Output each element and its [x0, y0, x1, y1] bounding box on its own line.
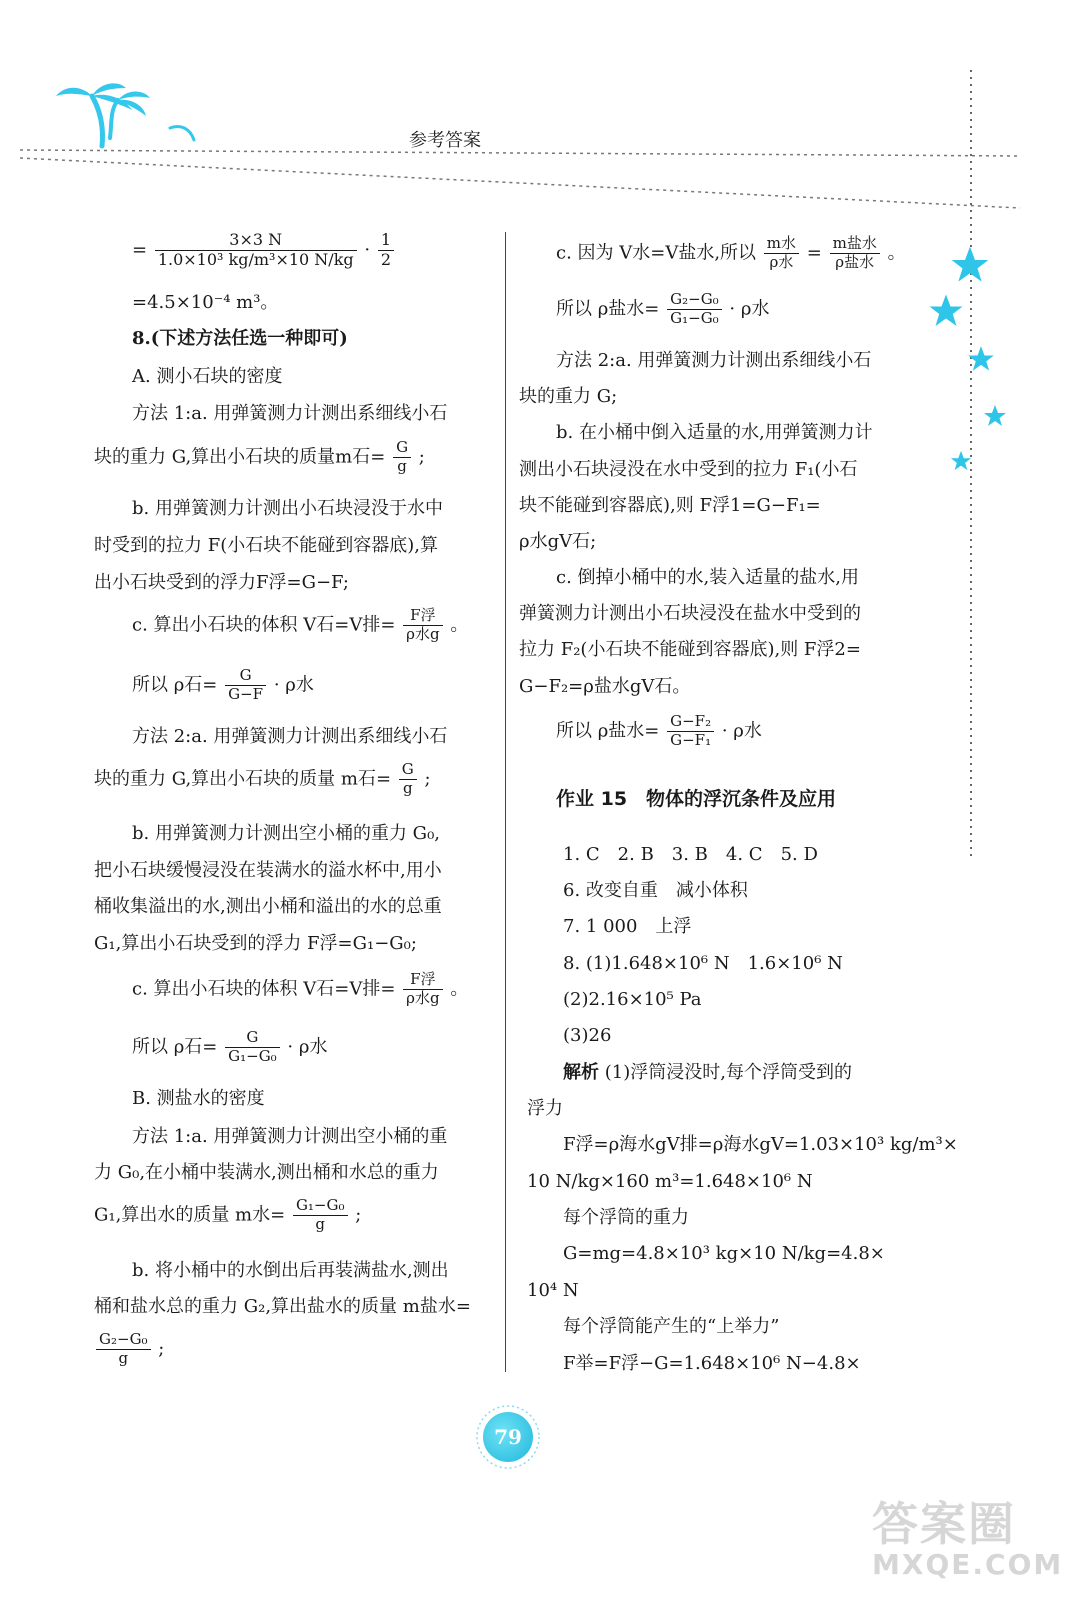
text-segment: ;: [158, 1338, 165, 1360]
page-badge-ring: [475, 1404, 541, 1470]
text-line: 每个浮筒能产生的“上举力”: [563, 1316, 780, 1337]
text-line: 每个浮筒的重力: [563, 1207, 689, 1228]
text-line: F举=F浮−G=1.648×10⁶ N−4.8×: [563, 1353, 861, 1374]
fraction: [830, 236, 880, 271]
eq1-half-den: 2: [380, 249, 392, 269]
watermark-logo: 答案圈: [872, 1497, 1016, 1551]
text-line: 10⁴ N: [527, 1280, 579, 1301]
fraction-num: G₁−G₀: [293, 1198, 348, 1216]
text-line: 出小石块受到的浮力F浮=G−F;: [94, 572, 349, 593]
eq1-mid: ·: [364, 239, 371, 261]
fraction: [667, 292, 722, 327]
text-segment: ;: [424, 768, 431, 790]
text-line: 力 G₀,在小桶中装满水,测出桶和水总的重力: [94, 1162, 439, 1183]
fraction-den: g: [397, 456, 407, 475]
text-line: G₁,算出小石块受到的浮力 F浮=G₁−G₀;: [94, 933, 417, 954]
fraction: [96, 1332, 151, 1367]
text-line: 方法 1:a. 用弹簧测力计测出系细线小石: [132, 403, 448, 424]
text-line: G−F₂=ρ盐水gV石。: [519, 676, 691, 697]
text-segment: 块的重力 G,算出小石块的质量m石=: [94, 446, 386, 468]
text-line-fraction: [94, 440, 425, 475]
equation-line-1: [132, 232, 396, 269]
text-segment: 。: [450, 614, 469, 636]
answer-line: 1. C 2. B 3. B 4. C 5. D: [563, 844, 818, 865]
fraction: [403, 972, 442, 1007]
fraction-num: G: [225, 668, 266, 686]
text-line: 块的重力 G;: [519, 386, 618, 407]
fraction-num: m盐水: [830, 236, 880, 254]
eq1-prefix: =: [132, 239, 148, 261]
text-segment: G₁,算出水的质量 m水=: [94, 1204, 286, 1226]
star-icon: [950, 245, 990, 285]
eq1-den: 1.0×10³ kg/m³×10 N/kg: [157, 249, 354, 269]
text-segment: 所以 ρ石=: [132, 674, 218, 696]
analysis-label: 解析: [563, 1062, 599, 1083]
section-title: 作业 15 物体的浮沉条件及应用: [556, 788, 837, 810]
text-segment: =: [806, 242, 822, 264]
text-segment: c. 算出小石块的体积 V石=V排=: [132, 614, 396, 636]
answer-line: (3)26: [563, 1025, 612, 1046]
text-line: c. 倒掉小桶中的水,装入适量的盐水,用: [556, 567, 859, 588]
text-line: ρ水gV石;: [519, 531, 597, 552]
text-segment: 。: [450, 978, 469, 1000]
page-number: 79: [483, 1412, 533, 1462]
fraction-num: G−F₂: [667, 714, 714, 732]
fraction: [399, 762, 417, 797]
fraction-den: G−F₁: [670, 730, 712, 749]
text-line: 拉力 F₂(小石块不能碰到容器底),则 F浮2=: [519, 639, 861, 660]
text-line: b. 将小桶中的水倒出后再装满盐水,测出: [132, 1260, 449, 1281]
fraction-num: G₂−G₀: [667, 292, 722, 310]
text-line: 方法 2:a. 用弹簧测力计测出系细线小石: [132, 726, 448, 747]
header-divider: [20, 140, 1030, 210]
fraction-den: ρ水: [769, 252, 794, 271]
text-line: 测出小石块浸没在水中受到的拉力 F₁(小石: [519, 459, 858, 480]
header-title: 参考答案: [409, 130, 481, 151]
fraction: [393, 440, 411, 475]
fraction: [403, 608, 442, 643]
text-segment: · ρ水: [273, 674, 314, 696]
fraction-num: G₂−G₀: [96, 1332, 151, 1350]
eq1-half: [378, 232, 394, 269]
fraction-den: G₁−G₀: [670, 308, 719, 327]
text-line: b. 用弹簧测力计测出小石块浸没于水中: [132, 498, 443, 519]
text-line: 桶和盐水总的重力 G₂,算出盐水的质量 m盐水=: [94, 1296, 471, 1317]
fraction-num: F浮: [403, 608, 442, 626]
text-line: 桶收集溢出的水,测出小桶和溢出的水的总重: [94, 896, 442, 917]
fraction: [225, 668, 266, 703]
answer-line: 8. (1)1.648×10⁶ N 1.6×10⁶ N: [563, 953, 843, 974]
text-segment: 块的重力 G,算出小石块的质量 m石=: [94, 768, 392, 790]
text-line: 方法 2:a. 用弹簧测力计测出系细线小石: [556, 350, 872, 371]
text-line: 弹簧测力计测出小石块浸没在盐水中受到的: [519, 603, 861, 624]
text-segment: 所以 ρ石=: [132, 1036, 218, 1058]
fraction-num: G: [393, 440, 411, 458]
text-line: F浮=ρ海水gV排=ρ海水gV=1.03×10³ kg/m³×: [563, 1134, 958, 1155]
text-segment: c. 算出小石块的体积 V石=V排=: [132, 978, 396, 1000]
text-line: 块不能碰到容器底),则 F浮1=G−F₁=: [519, 495, 821, 516]
text-line-fraction: [132, 972, 468, 1007]
text-segment: ;: [418, 446, 425, 468]
answer-line: 6. 改变自重 减小体积: [563, 880, 748, 901]
text-line-fraction: [556, 236, 906, 271]
text-segment: c. 因为 V水=V盐水,所以: [556, 242, 757, 264]
section-a: A. 测小石块的密度: [132, 366, 283, 387]
fraction-den: G₁−G₀: [228, 1046, 277, 1065]
text-segment: · ρ水: [729, 298, 770, 320]
answer-line: (2)2.16×10⁵ Pa: [563, 989, 702, 1010]
eq1-num: 3×3 N: [155, 232, 357, 251]
text-line: 10 N/kg×160 m³=1.648×10⁶ N: [527, 1171, 813, 1192]
star-icon: [928, 293, 964, 329]
text-line: 方法 1:a. 用弹簧测力计测出空小桶的重: [132, 1126, 448, 1147]
text-segment: (1)浮筒浸没时,每个浮筒受到的: [599, 1062, 852, 1083]
section-b: B. 测盐水的密度: [132, 1088, 265, 1109]
result-line: [132, 668, 314, 703]
star-icon: [967, 345, 995, 373]
text-line: b. 在小桶中倒入适量的水,用弹簧测力计: [556, 422, 873, 443]
text-segment: 所以 ρ盐水=: [556, 720, 660, 742]
fraction-num: G: [225, 1030, 280, 1048]
star-icon: [950, 450, 972, 472]
fraction: [225, 1030, 280, 1065]
fraction-num: G: [399, 762, 417, 780]
eq1-fraction: [155, 232, 357, 269]
text-segment: ;: [355, 1204, 362, 1226]
fraction-den: ρ水g: [406, 624, 440, 643]
result-line: [132, 1030, 327, 1065]
fraction-den: ρ盐水: [835, 252, 875, 271]
text-segment: 所以 ρ盐水=: [556, 298, 660, 320]
analysis-line: [563, 1064, 852, 1082]
column-divider: [505, 232, 506, 1372]
text-line: 浮力: [527, 1098, 563, 1119]
fraction: [667, 714, 714, 749]
text-line: b. 用弹簧测力计测出空小桶的重力 G₀,: [132, 823, 441, 844]
fraction-den: ρ水g: [406, 988, 440, 1007]
equation-line-2: =4.5×10⁻⁴ m³。: [132, 292, 279, 313]
answer-line: 7. 1 000 上浮: [563, 916, 692, 937]
fraction-num: F浮: [403, 972, 442, 990]
fraction-den: G−F: [228, 684, 264, 703]
fraction: [764, 236, 799, 271]
text-line-fraction: [94, 1332, 164, 1367]
result-line: [556, 292, 769, 327]
text-segment: · ρ水: [721, 720, 762, 742]
text-line: G=mg=4.8×10³ kg×10 N/kg=4.8×: [563, 1243, 885, 1264]
fraction-den: g: [402, 778, 413, 797]
fraction-den: g: [118, 1348, 129, 1367]
watermark-url: MXQE.COM: [872, 1548, 1064, 1581]
text-line: 时受到的拉力 F(小石块不能碰到容器底),算: [94, 535, 438, 556]
fraction-den: g: [315, 1214, 326, 1233]
fraction-num: m水: [764, 236, 799, 254]
text-line-fraction: [94, 762, 431, 797]
question-8: 8.(下述方法任选一种即可): [132, 328, 348, 349]
text-segment: · ρ水: [287, 1036, 328, 1058]
fraction: [293, 1198, 348, 1233]
eq1-half-num: 1: [378, 232, 394, 251]
text-segment: 。: [887, 242, 906, 264]
text-line: 把小石块缓慢浸没在装满水的溢水杯中,用小: [94, 860, 442, 881]
text-line-fraction: [132, 608, 468, 643]
star-icon: [983, 404, 1007, 428]
text-line-fraction: [94, 1198, 361, 1233]
result-line: [556, 714, 762, 749]
